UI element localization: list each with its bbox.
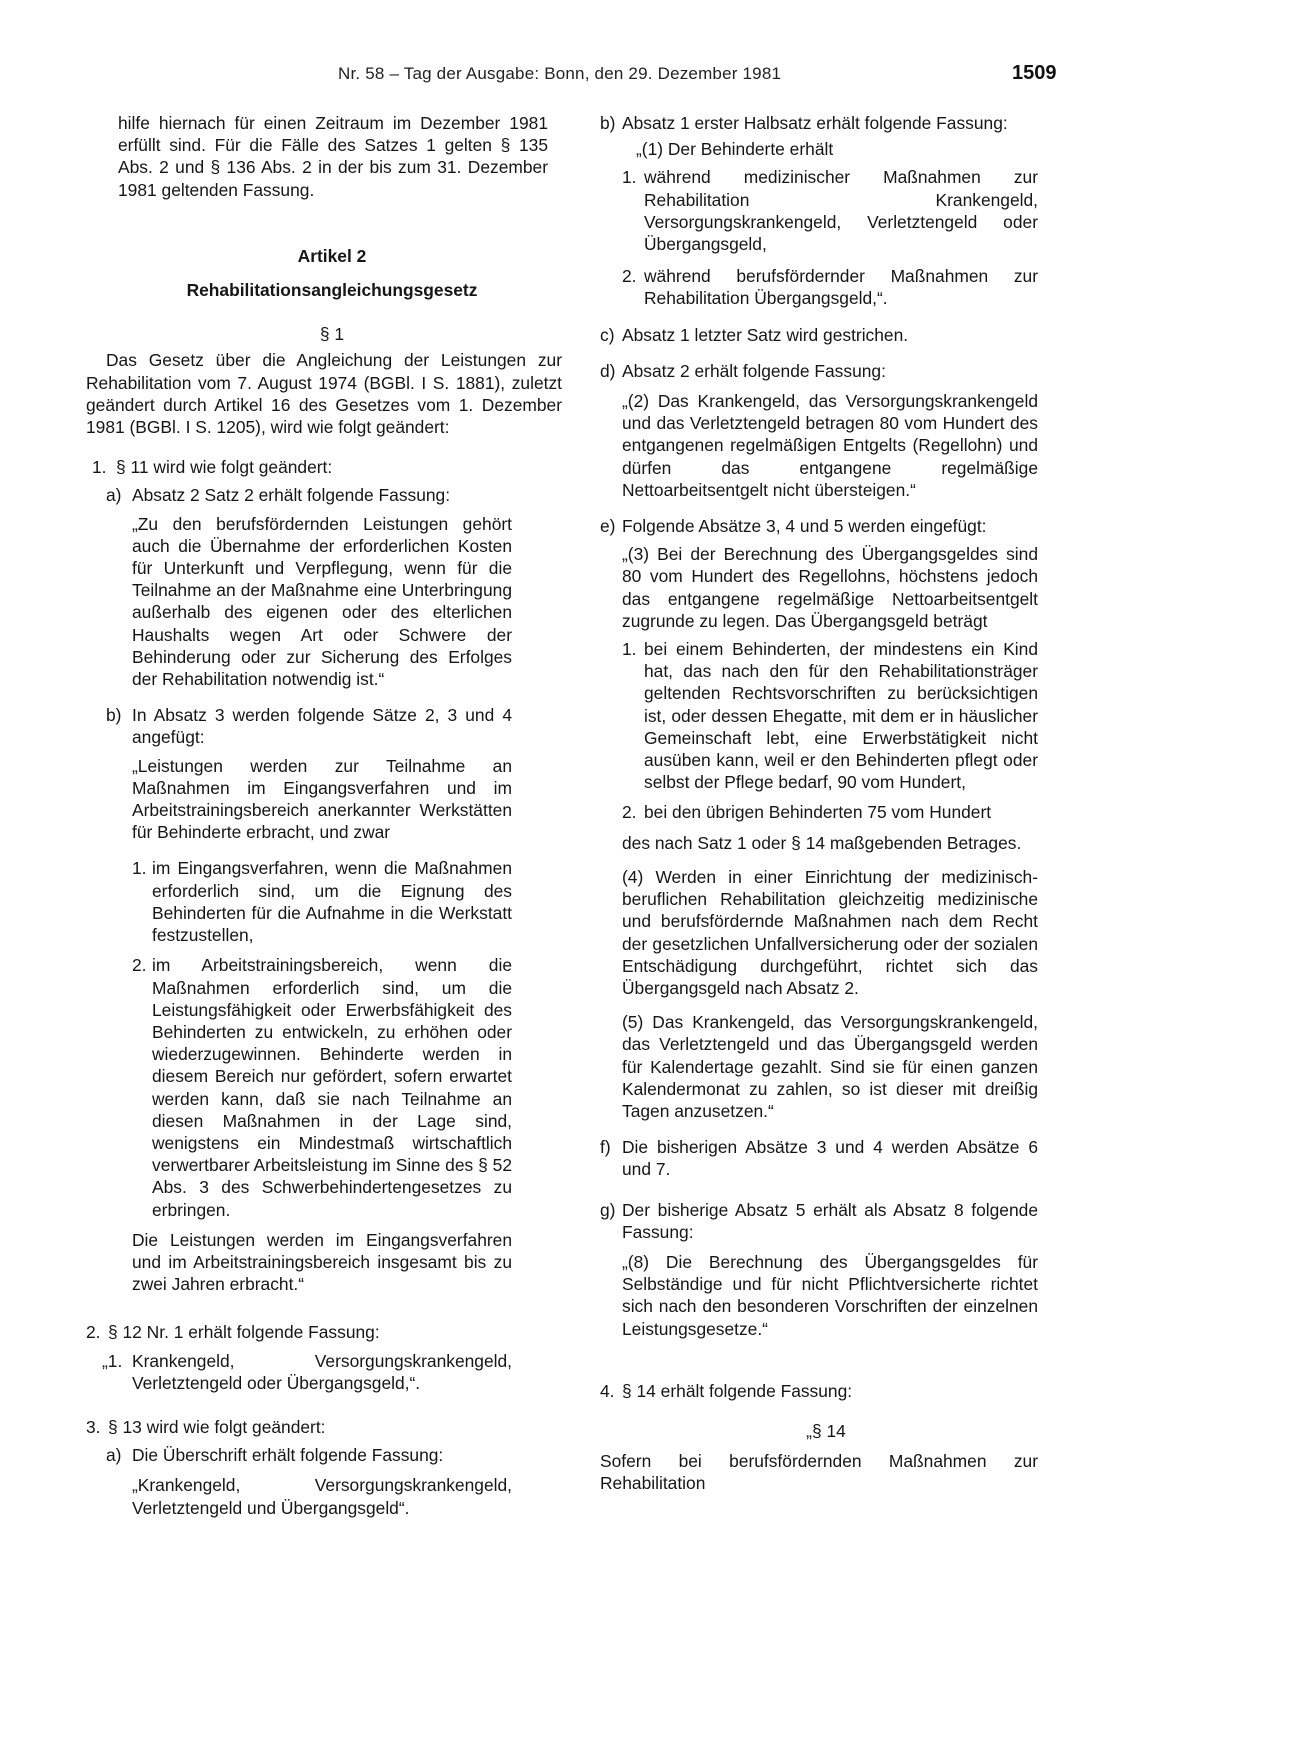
list-item-b [600, 112, 1080, 134]
list-item-text: Der bisherige Absatz 5 erhält als Absatz 8 folgende Fassung: [622, 1199, 1038, 1242]
running-head: Nr. 58 – Tag der Ausgabe: Bonn, den 29. Dezember 1981 [338, 64, 782, 83]
list-item-number: 2. [622, 802, 637, 823]
quote-2 [86, 1350, 512, 1394]
list-item-text: § 13 wird wie folgt geändert: [108, 1416, 326, 1437]
list-item-d [600, 360, 1080, 382]
list-item-number: 1. [622, 639, 637, 660]
list-item-number: 1. [132, 858, 147, 879]
list-item-text: während medizinischer Maßnahmen zur Rehabilitation Krankengeld, Versorgungskrankengeld, Verletztengeld oder Übergangsgeld, [644, 167, 1038, 255]
list-item-text: Absatz 2 erhält folgende Fassung: [622, 360, 886, 381]
paragraph-5: (5) Das Krankengeld, das Versorgungskrankengeld, das Verletztengeld und das Übergangsgeld werden für Kalendertage gezahlt. Sind sie für einen ganzen Kalendermonat zu zahlen, so ist dieser mit dreißig Tagen anzusetzen.“ [622, 1012, 1038, 1121]
list-item-number: „1. [102, 1350, 123, 1371]
list-item-text: Absatz 2 Satz 2 erhält folgende Fassung: [132, 485, 451, 506]
list-item-letter: b) [600, 113, 616, 133]
list-item-1b [86, 704, 512, 748]
list-item-number: 4. [600, 1380, 615, 1401]
list-item-g [600, 1199, 1038, 1243]
list-item-4 [600, 1380, 1080, 1402]
list-item-e-2 [600, 801, 1038, 823]
quote-g: „(8) Die Berechnung des Übergangsgeldes für Selbständige und für nicht Pflichtversicherte richtet sich nach den besonderen Vorschriften der einzelnen Leistungsgesetze.“ [622, 1251, 1038, 1339]
list-item-text: im Arbeitstrainingsbereich, wenn die Maßnahmen erforderlich sind, um die Leistungsfähigkeit oder Erwerbsfähigkeit des Behinderten zu entwickeln, zu erhöhen oder wiederzugewinnen. Behinderte werden in diesem Bereich nur gefördert, sofern erwartet werden kann, daß sie nach Teilnahme an diesen Maßnahmen in der Lage sind, wenigstens ein Mindestmaß wirtschaftlich verwertbarer Arbeitsleistung im Sinne des § 52 Abs. 3 des Schwerbehindertengesetzes zu erbringen. [152, 955, 512, 1220]
article-subtitle: Rehabilitationsangleichungsgesetz [186, 280, 478, 301]
list-item-text: In Absatz 3 werden folgende Sätze 2, 3 und 4 angefügt: [132, 705, 512, 748]
list-item-text: Die Überschrift erhält folgende Fassung: [132, 1445, 444, 1466]
list-item-text: Absatz 1 erster Halbsatz erhält folgende Fassung: [622, 113, 1008, 133]
running-header [0, 62, 1296, 92]
list-item-text: § 14 erhält folgende Fassung: [622, 1380, 853, 1401]
list-item-text: während berufsfördernder Maßnahmen zur Rehabilitation Übergangsgeld,“. [644, 266, 1038, 309]
quote-3a: „Krankengeld, Versorgungskrankengeld, Verletztengeld und Übergangsgeld“. [132, 1475, 512, 1518]
list-item-1b-1 [86, 857, 512, 946]
quote-1a: „Zu den berufsfördernden Leistungen gehört auch die Übernahme der erforderlichen Kosten für Unterkunft und Verpflegung, wenn für die Teilnahme an der Maßnahme eine Unterbringung außerhalb des eigenen oder des elterlichen Haushalts wegen Art oder Schwere der Behinderung oder zur Sicherung des Erfolges der Rehabilitation notwendig ist.“ [132, 513, 512, 690]
list-item-text: Die bisherigen Absätze 3 und 4 werden Absätze 6 und 7. [622, 1137, 1038, 1180]
list-item-text: Folgende Absätze 3, 4 und 5 werden eingefügt: [622, 516, 987, 537]
list-item-text: bei einem Behinderten, der mindestens ein Kind hat, das nach den für den Rehabilitationsträger geltenden Rechtsvorschriften zu berücksichtigen ist, oder dessen Ehegatte, mit dem er in häuslicher Gemeinschaft lebt, eine Erwerbstätigkeit nicht ausüben kann, weil er den Behinderten pflegt oder selbst der Pflege bedarf, 90 vom Hundert, [644, 639, 1038, 793]
quote-e: „(3) Bei der Berechnung des Übergangsgeldes sind 80 vom Hundert des Regellohns, höchstens jedoch das entgangene regelmäßige Nettoarbeitsentgelt zugrunde zu legen. Das Übergangsgeld beträgt [622, 544, 1038, 631]
list-item-letter: a) [106, 1445, 122, 1466]
list-item-number: 1. [622, 167, 637, 188]
list-item-text: Absatz 1 letzter Satz wird gestrichen. [622, 324, 909, 345]
list-item-text: bei den übrigen Behinderten 75 vom Hundert [644, 802, 992, 823]
list-item-letter: f) [600, 1137, 611, 1158]
list-item-c [600, 324, 1080, 346]
list-item-e [600, 515, 1080, 537]
page-number: 1509 [1012, 62, 1057, 84]
list-item-1 [86, 456, 578, 478]
quote-b: „(1) Der Behinderte erhält [636, 139, 834, 160]
list-item-2 [86, 1321, 578, 1343]
quote-1b: „Leistungen werden zur Teilnahme an Maßnahmen im Eingangsverfahren und im Arbeitstrainingsbereich anerkannter Werkstätten für Behinderte erbracht, und zwar [132, 755, 512, 843]
list-item-text: § 12 Nr. 1 erhält folgende Fassung: [108, 1322, 380, 1343]
list-item-text: Krankengeld, Versorgungskrankengeld, Verletztengeld oder Übergangsgeld,“. [132, 1350, 512, 1393]
section-heading: § 1 [319, 324, 345, 345]
list-item-letter: e) [600, 516, 616, 537]
intro-paragraph: Das Gesetz über die Angleichung der Leistungen zur Rehabilitation vom 7. August 1974 (BGBl. I S. 1881), zuletzt geändert durch Artikel 16 des Gesetzes vom 1. Dezember 1981 (BGBl. I S. 1205), wird wie folgt geändert: [86, 350, 562, 438]
list-item-text: § 11 wird wie folgt geändert: [116, 457, 333, 478]
list-item-e-1 [600, 638, 1038, 793]
right-column [600, 112, 1080, 1495]
list-item-letter: d) [600, 360, 616, 381]
section-14-text: Sofern bei berufsfördernden Maßnahmen zur Rehabilitation [600, 1451, 1038, 1494]
list-item-number: 2. [622, 266, 637, 287]
carryover-paragraph: hilfe hiernach für einen Zeitraum im Dezember 1981 erfüllt sind. Für die Fälle des Satzes 1 gelten § 135 Abs. 2 und § 136 Abs. 2 in der bis zum 31. Dezember 1981 geltenden Fassung. [118, 113, 548, 200]
list-item-letter: g) [600, 1199, 616, 1220]
left-column [86, 112, 578, 1519]
closing-1b: Die Leistungen werden im Eingangsverfahren und im Arbeitstrainingsbereich insgesamt bis zu zwei Jahren erbracht.“ [132, 1229, 512, 1295]
list-item-3 [86, 1416, 578, 1438]
list-item-1b-2 [86, 954, 512, 1220]
list-item-letter: a) [106, 485, 122, 506]
list-item-number: 3. [86, 1416, 101, 1437]
list-item-1a [86, 484, 578, 506]
list-item-text: im Eingangsverfahren, wenn die Maßnahmen erforderlich sind, um die Eignung des Behinderten für die Aufnahme in die Werkstatt festzustellen, [152, 858, 512, 946]
list-item-letter: b) [106, 705, 122, 726]
list-item-b-2 [600, 265, 1038, 309]
list-item-number: 2. [86, 1322, 101, 1343]
paragraph-4: (4) Werden in einer Einrichtung der medizinisch-beruflichen Rehabilitation gleichzeitig medizinische und berufsfördernde Maßnahmen nach dem Recht der gesetzlichen Unfallversicherung oder der sozialen Entschädigung durchgeführt, richtet sich das Übergangsgeld nach Absatz 2. [622, 866, 1038, 998]
list-item-letter: c) [600, 324, 615, 345]
list-item-number: 2. [132, 955, 147, 976]
list-item-3a [86, 1444, 578, 1466]
section-14-heading: „§ 14 [806, 1420, 846, 1441]
closing-e: des nach Satz 1 oder § 14 maßgebenden Betrages. [622, 832, 1022, 853]
list-item-f [600, 1136, 1038, 1180]
list-item-number: 1. [92, 457, 107, 478]
article-title: Artikel 2 [297, 245, 367, 266]
list-item-b-1 [600, 166, 1038, 255]
quote-d: „(2) Das Krankengeld, das Versorgungskrankengeld und das Verletztengeld betragen 80 vom Hundert des entgangenen regelmäßigen Entgelts (Regellohn) und dürfen das entgangene regelmäßige Nettoarbeitsentgelt nicht übersteigen.“ [622, 391, 1038, 500]
